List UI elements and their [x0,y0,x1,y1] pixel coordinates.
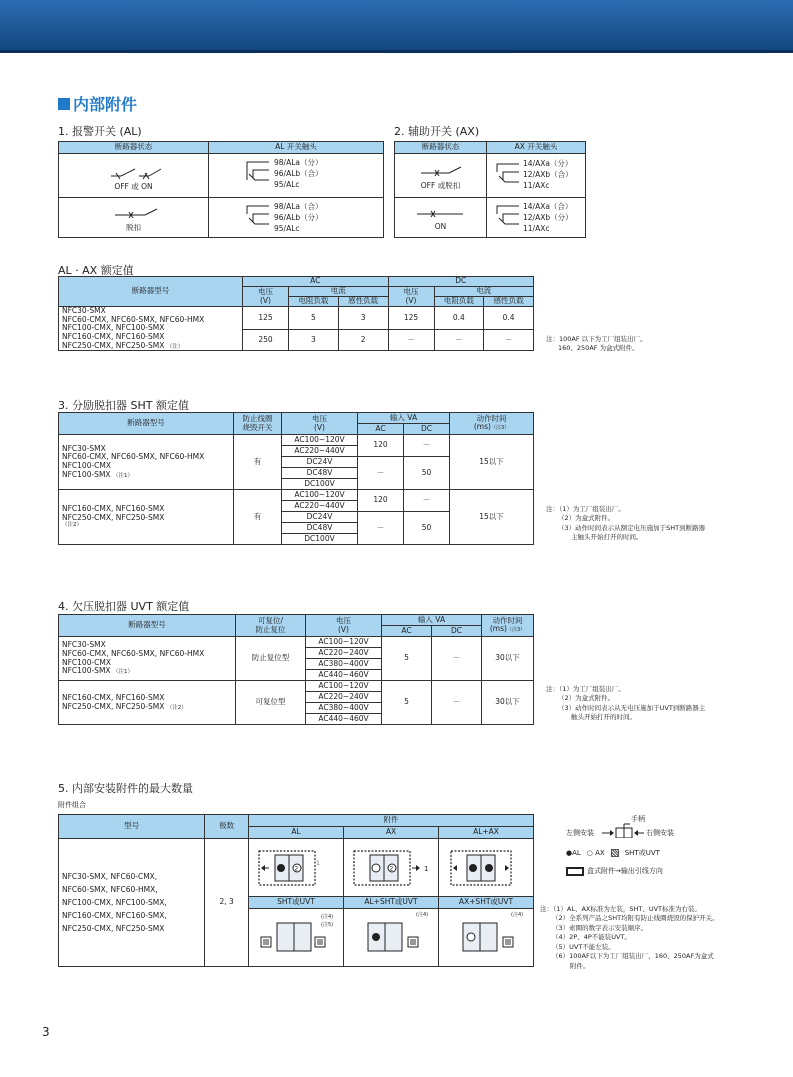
page-number: 3 [42,1025,50,1039]
sht-g2-models: NFC160-CMX, NFC160-SMX NFC250-CMX, NFC250-SMX （注2） [59,490,234,545]
volt-cell: AC440~460V [306,714,382,725]
col-pole: 极数 [205,815,249,839]
rating-note: 注：100AF 以下为工厂组装出厂。 160、250AF 为盒式附件。 [546,335,647,353]
title-square-icon [58,98,70,110]
time-cell: 15以下 [450,435,534,490]
col-volt: 电压 (V) [306,615,382,637]
time-cell: 30以下 [482,637,534,681]
ax-contact-1 [487,154,586,198]
ax-contact-2 [487,198,586,238]
col-alax: AL+AX [439,827,534,839]
va-cell: 5 [382,637,432,681]
diagram-axsht: (注4) [439,909,534,967]
uvt-g2-models: NFC160-CMX, NFC160-SMX NFC250-CMX, NFC250-SMX （注2） [59,681,236,725]
rating-table [58,276,534,351]
ax-state-on [395,198,487,238]
col-contact: AX 开关触头 [487,142,586,154]
sht-note: 注：（1）为工厂组装出厂。 （2）为盒式附件。 （3）动作时间表示从额定电压施加于SHT到断路器 主触头开始打开的时间。 [546,505,706,542]
al-switch-table [58,141,384,238]
col-reset: 可复位/ 防止复位 [236,615,306,637]
legend [566,812,726,892]
va-cell: 50 [404,512,450,545]
col-alsht: AL+SHT或UVT [344,897,439,909]
volt-cell: AC380~400V [306,659,382,670]
col-state: 断路器状态 [395,142,487,154]
volt-cell: AC220~240V [306,692,382,703]
col-va-dc: DC [404,424,450,435]
switch-off-on-icon [89,160,179,180]
switch-on-icon [401,204,481,220]
legend-sht: SHT或UVT [624,849,660,857]
al-state-trip-label: 脱扣 [126,222,141,232]
al-contact-a: 98/ALa（分） [274,158,323,167]
volt-cell: DC100V [282,479,358,490]
svg-text:2: 2 [294,865,299,873]
volt-cell: AC440~460V [306,670,382,681]
ax-contact-c: 11/AXc [523,181,550,190]
ax-state-off [395,154,487,198]
ax-contact-a: 14/AXa（分） [523,159,573,168]
volt-cell: DC100V [282,534,358,545]
accessory-table [58,814,534,967]
ax-on-contact-b: 12/AXb（分） [523,213,573,222]
max-title: 5. 内部安装附件的最大数量 [58,782,193,795]
va-cell: 5 [382,681,432,725]
legend-box: 盒式附件→输出引线方向 [587,867,663,875]
va-cell: － [432,681,482,725]
section-al-title: 1. 报警开关 (AL) [58,125,142,138]
al-state-trip [59,198,209,238]
ax-state-on-label: ON [434,221,447,231]
va-cell: － [358,512,404,545]
rating-cell: 250 [243,330,289,351]
header-rule [0,50,793,53]
time-cell: 15以下 [450,490,534,545]
acc-note: 注：（1）AL、AX标准为左装，SHT、UVT标准为右装。 （2）全系列产品之SHT均附有防止线圈烧毁的保护开关。 （3）索圈的数字表示安装顺序。 （4）2P、4P不能装UVT。 （5）UVT不能左装。 （6）100AF以下为工厂组装出厂，160、250AF为盒式 附件。 [540,905,719,970]
volt-cell: DC48V [282,468,358,479]
col-dc-volt: 电压 (V) [388,287,434,307]
al-contact-b: 96/ALb（合） [274,169,323,178]
col-al: AL [249,827,344,839]
volt-cell: DC24V [282,512,358,523]
va-cell: 120 [358,435,404,457]
ax-switch-table [394,141,586,238]
col-model: 断路器型号 [59,615,236,637]
rating-cell: － [434,330,484,351]
ax-on-contact-a: 14/AXa（合） [523,202,573,211]
col-ac-volt: 电压 (V) [243,287,289,307]
page-title-text: 内部附件 [73,95,138,114]
legend-al: ●AL [566,849,581,857]
va-cell: － [432,637,482,681]
ax-contact-b: 12/AXb（合） [523,170,573,179]
breaker-alax-icon [441,841,531,891]
uvt-g1-reset: 防止复位型 [236,637,306,681]
va-cell: － [404,435,450,457]
rating-cell: 0.4 [434,307,484,330]
al-contact-2 [209,198,384,238]
legend-handle: 手柄 [631,815,645,823]
al-contact-c: 95/ALc [274,180,300,189]
legend-left: 左侧安装 [566,829,594,837]
volt-cell: AC220~240V [306,648,382,659]
uvt-table [58,614,534,725]
volt-cell: DC48V [282,523,358,534]
rating-cell: 0.4 [484,307,534,330]
sht-g1-models: NFC30-SMX NFC60-CMX, NFC60-SMX, NFC60-HMX NFC100-CMX NFC100-SMX （注1） [59,435,234,490]
col-time: 动作时间 (ms)（注3） [450,413,534,435]
al-trip-contact-c: 95/ALc [274,224,300,233]
al-contact-1 [209,154,384,198]
col-ac-cur: 电流 [289,287,389,297]
col-axsht: AX+SHT或UVT [439,897,534,909]
col-va-dc: DC [432,626,482,637]
rating-cell: 3 [289,330,339,351]
acc-poles: 2, 3 [205,839,249,967]
header-banner [0,0,793,50]
diagram-sht: (注4) (注5) [249,909,344,967]
rating-cell: － [484,330,534,351]
col-model: 断路器型号 [59,413,234,435]
uvt-g2-reset: 可复位型 [236,681,306,725]
acc-models: NFC30-SMX, NFC60-CMX, NFC60-SMX, NFC60-HMX, NFC100-CMX, NFC100-SMX, NFC160-CMX, NFC160-SMX, NFC250-CMX, NFC250-SMX [59,839,205,967]
col-acc: 附件 [249,815,534,827]
switch-off-icon [401,161,481,179]
svg-text:1: 1 [316,860,320,868]
volt-cell: AC380~400V [306,703,382,714]
rating-cell: 3 [338,307,388,330]
diagram-alsht: (注4) [344,909,439,967]
uvt-title: 4. 欠压脱扣器 UVT 额定值 [58,600,190,613]
sht-g1-burn: 有 [234,435,282,490]
time-cell: 30以下 [482,681,534,725]
al-state-off-on-label: OFF 或 ON [114,181,153,191]
col-volt: 电压 (V) [282,413,358,435]
va-cell: 50 [404,457,450,490]
va-cell: － [404,490,450,512]
col-model: 断路器型号 [59,277,243,307]
col-dc-cur: 电流 [434,287,534,297]
ax-on-contact-c: 11/AXc [523,224,550,233]
va-cell: － [358,457,404,490]
sht-hatch-icon [611,849,619,857]
section-ax-title: 2. 辅助开关 (AX) [394,125,480,138]
volt-cell: AC100~120V [282,490,358,501]
svg-text:1: 1 [424,865,429,874]
volt-cell: AC220~440V [282,446,358,457]
col-dc-ind: 感性负载 [484,297,534,307]
volt-cell: AC100~120V [306,637,382,648]
sht-table [58,412,534,545]
rating-cell: 5 [289,307,339,330]
col-va-ac: AC [358,424,404,435]
al-trip-contact-a: 98/ALa（合） [274,202,323,211]
col-ax: AX [344,827,439,839]
col-dc: DC [388,277,534,287]
rating-cell: 125 [388,307,434,330]
col-dc-res: 电阻负载 [434,297,484,307]
col-va: 输入 VA [358,413,450,424]
ax-state-off-label: OFF 或脱扣 [420,180,461,190]
legend-ax: ○ AX [586,849,605,857]
sht-title: 3. 分励脱扣器 SHT 额定值 [58,399,189,412]
max-subtitle: 附件组合 [58,801,86,809]
breaker-al-icon [251,841,341,891]
legend-right: 右侧安装 [646,829,674,837]
col-ac-res: 电阻负载 [289,297,339,307]
diagram-alax [439,839,534,897]
col-va: 输入 VA [382,615,482,626]
col-burn: 防止线圈 烧毁开关 [234,413,282,435]
volt-cell: AC100~120V [282,435,358,446]
box-accessory-icon [566,867,584,876]
page-title [58,92,137,115]
volt-cell: AC220~440V [282,501,358,512]
col-va-ac: AC [382,626,432,637]
col-model: 型号 [59,815,205,839]
breaker-ax-icon [346,841,436,891]
rating-cell: 2 [338,330,388,351]
rating-models: NFC30-SMX NFC60-CMX, NFC60-SMX, NFC60-HMX NFC100-CMX, NFC100-SMX NFC160-CMX, NFC160-SMX NFC250-CMX, NFC250-SMX （注） [59,307,243,351]
sht-g2-burn: 有 [234,490,282,545]
uvt-g1-models: NFC30-SMX NFC60-CMX, NFC60-SMX, NFC60-HMX NFC100-CMX NFC100-SMX （注1） [59,637,236,681]
col-state: 断路器状态 [59,142,209,154]
uvt-note: 注：（1）为工厂组装出厂。 （2）为盒式附件。 （3）动作时间表示从无电压施加于UVT到断路器主 触头开始打开的时间。 [546,685,706,722]
col-sht: SHT或UVT [249,897,344,909]
al-trip-contact-b: 96/ALb（分） [274,213,323,222]
rating-cell: 125 [243,307,289,330]
col-contact: AL 开关触头 [209,142,384,154]
rating-cell: － [388,330,434,351]
va-cell: 120 [358,490,404,512]
switch-trip-icon [89,203,179,221]
diagram-ax [344,839,439,897]
volt-cell: DC24V [282,457,358,468]
col-ac-ind: 感性负载 [338,297,388,307]
svg-text:2: 2 [389,865,394,873]
diagram-al [249,839,344,897]
col-time: 动作时间 (ms)（注3） [482,615,534,637]
al-state-off-on [59,154,209,198]
rating-title: AL · AX 额定值 [58,264,134,277]
volt-cell: AC100~120V [306,681,382,692]
col-ac: AC [243,277,389,287]
